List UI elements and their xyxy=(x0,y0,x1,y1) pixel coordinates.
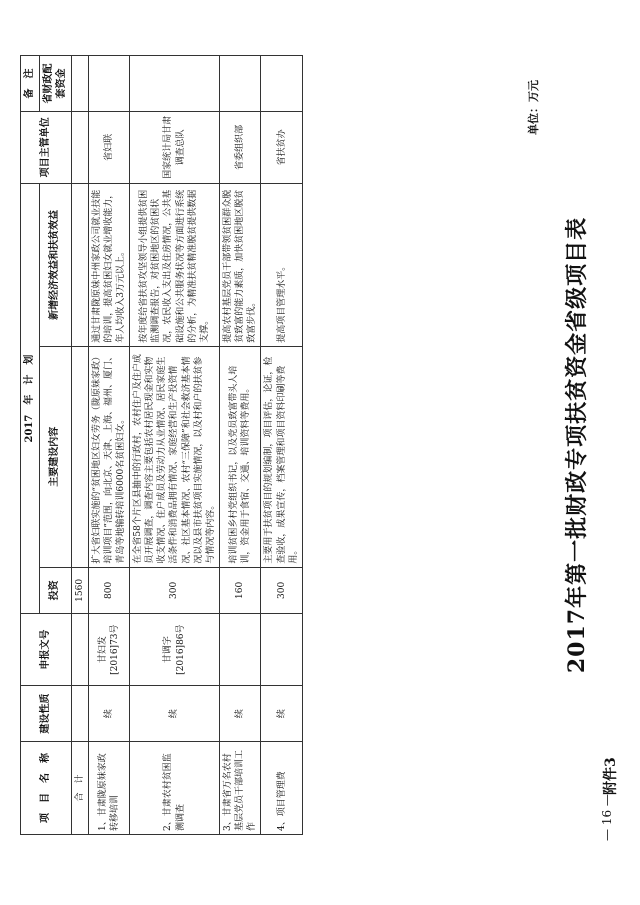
row-nature: 续 xyxy=(220,686,261,742)
header-nature: 建设性质 xyxy=(21,686,72,742)
header-benefit: 新增经济效益和扶贫效益 xyxy=(39,183,71,346)
row-investment: 300 xyxy=(130,567,220,614)
project-table xyxy=(20,55,303,835)
row-doc-no xyxy=(220,614,261,686)
row-name: 4、项目管理费 xyxy=(261,742,302,835)
table-row xyxy=(130,56,220,835)
table-row xyxy=(88,56,129,835)
row-benefit: 通过甘肃陇原妹中州家政公司就业技能的培训，提高贫困妇女就业增收能力，年人均收入3万元以上。 xyxy=(88,183,129,346)
row-remarks xyxy=(88,56,129,112)
header-remarks-sub: 省财政配套资金 xyxy=(39,56,71,112)
row-doc-no: 甘妇发[2016]73号 xyxy=(88,614,129,686)
header-dept: 项目主管单位 xyxy=(21,111,72,183)
row-benefit: 提高农村基层党员干部带领贫困群众脱贫致富的能力素质，加快贫困地区脱贫致富步伐。 xyxy=(220,183,261,346)
header-row-1 xyxy=(21,56,40,835)
row-doc-no xyxy=(261,614,302,686)
row-content: 主要用于扶贫项目的规划编制，项目评估，论证，检查验收，成果宣传，档案管理和项目资料印刷等费用。 xyxy=(261,346,302,567)
row-remarks xyxy=(130,56,220,112)
header-project-name: 项 目 名 称 xyxy=(21,742,72,835)
row-dept: 国家统计局甘肃调查总队 xyxy=(130,111,220,183)
page-title: 2017年第一批财政专项扶贫资金省级项目表 xyxy=(564,216,590,674)
total-investment: 1560 xyxy=(71,567,88,614)
row-content: 扩大省妇联实施的“贫困地区妇女劳务（陇原妹家政）培训项目”范围，向北京、天津、上海、福州、厦门、青岛等地输转培训6000名贫困妇女。 xyxy=(88,346,129,567)
total-label: 合 计 xyxy=(71,742,88,835)
row-nature: 续 xyxy=(261,686,302,742)
row-nature: 续 xyxy=(130,686,220,742)
header-investment: 投资 xyxy=(39,567,71,614)
table-row xyxy=(261,56,302,835)
header-plan-group: 2017 年 计 划 xyxy=(21,183,40,613)
row-dept: 省扶贫办 xyxy=(261,111,302,183)
row-dept: 省委组织部 xyxy=(220,111,261,183)
unit-label: 单位：万元 xyxy=(527,80,540,135)
row-investment: 800 xyxy=(88,567,129,614)
row-doc-no: 甘调字[2016]86号 xyxy=(130,614,220,686)
row-content: 在全省58个片区县抽中的行政村，农村住户及住户成员开展调查，调查内容主要包括农村居民现金和实物收支情况、住户成员及劳动力从业情况、居民家庭生活条件和消费品拥有情况、家庭经营和生产投资情况、社区基本情况、农村“三保障”和社会救济基本情况以及县市扶贫项目实施情况，以及村和户的扶贫参与情况等内容。 xyxy=(130,346,220,567)
row-investment: 300 xyxy=(261,567,302,614)
header-doc-no: 申报文号 xyxy=(21,614,72,686)
row-remarks xyxy=(220,56,261,112)
row-benefit: 提高项目管理水平。 xyxy=(261,183,302,346)
row-investment: 160 xyxy=(220,567,261,614)
header-remarks: 备 注 xyxy=(21,56,40,112)
row-name: 3、甘肃省万名农村基层党员干部培训工作 xyxy=(220,742,261,835)
row-name: 1、甘肃陇原妹家政转移培训 xyxy=(88,742,129,835)
row-nature: 续 xyxy=(88,686,129,742)
page-number: — 16 — xyxy=(600,794,614,841)
attachment-label: 附件3 xyxy=(603,757,619,795)
table-row xyxy=(220,56,261,835)
header-content: 主要建设内容 xyxy=(39,346,71,567)
row-name: 2、甘肃农村贫困监测调查 xyxy=(130,742,220,835)
row-content: 培训贫困乡村党组织书记，以及党员致富带头人培训，资金用于食宿、交通、培训资料等费用。 xyxy=(220,346,261,567)
total-row xyxy=(71,56,88,835)
row-remarks xyxy=(261,56,302,112)
row-dept: 省妇联 xyxy=(88,111,129,183)
row-benefit: 按年度给省扶贫攻坚领导小组提供贫困监测调查报告，对贫困地区的贫困状况，农民收入支出及住房情况，公共基础设施和公共服务状况等方面进行系统的分析，为精准扶贫精准脱贫提供数据支撑。 xyxy=(130,183,220,346)
